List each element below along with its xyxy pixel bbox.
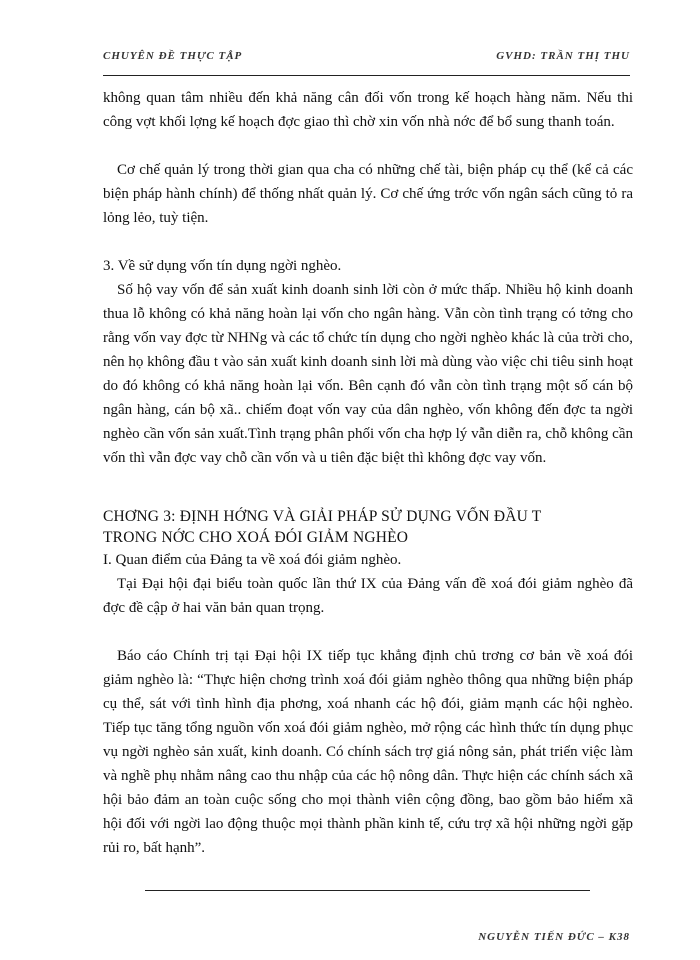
chapter-title-line-2: TRONG NỚC CHO XOÁ ĐÓI GIẢM NGHÈO (103, 529, 409, 546)
chapter-title-line-1: CHƠNG 3: ĐỊNH HỚNG VÀ GIẢI PHÁP SỬ DỤNG VỐN ĐẦU T (103, 508, 542, 525)
header-title: CHUYÊN ĐỀ THỰC TẬP (103, 50, 243, 62)
section-1-title: I. Quan điểm của Đảng ta về xoá đói giảm nghèo. (103, 552, 402, 568)
paragraph-management-mechanism: Cơ chế quản lý trong thời gian qua cha có những chế tài, biện pháp cụ thể (kể cả các biện pháp hành chính) để thống nhất quản lý. Cơ chế ứng trớc vốn ngân sách cũng tỏ ra lỏng lẻo, tuỳ tiện. (103, 162, 633, 226)
paragraph-credit-usage: Số hộ vay vốn để sản xuất kinh doanh sinh lời còn ở mức thấp. Nhiều hộ kinh doanh thua lỗ không có khả năng hoàn lại vốn cho ngân hàng. Vẫn còn tình trạng có tởng cho rằng vốn vay đợc từ NHNg và các tổ chức tín dụng cho ngời nghèo khác là của trời cho, nên họ không đầu t vào sản xuất kinh doanh sinh lời mà dùng vào việc chi tiêu sinh hoạt do đó không có khả năng hoàn lại vốn. Bên cạnh đó vẫn còn tình trạng một số cán bộ ngân hàng, cán bộ xã.. chiếm đoạt vốn vay của dân nghèo, vốn không đến đợc ta ngời nghèo cần vốn sản xuất.Tình trạng phân phối vốn cha hợp lý vẫn diễn ra, chỗ không cần vốn thì vẫn đợc vay chỗ cần vốn và u tiên đặc biệt thì không đợc vay vốn. (103, 282, 633, 466)
document-body (103, 86, 633, 860)
footer-divider (145, 890, 590, 891)
section-3-title: 3. Về sử dụng vốn tín dụng ngời nghèo. (103, 258, 342, 274)
header-instructor: GVHD: TRẦN THỊ THU (496, 50, 630, 62)
footer-author: NGUYỄN TIẾN ĐỨC – K38 (478, 931, 630, 943)
paragraph-congress: Tại Đại hội đại biểu toàn quốc lần thứ IX của Đảng vấn đề xoá đói giảm nghèo đã đợc đề cập ở hai văn bản quan trọng. (103, 576, 633, 616)
paragraph-political-report: Báo cáo Chính trị tại Đại hội IX tiếp tục khẳng định chủ trơng cơ bản về xoá đói giảm nghèo là: “Thực hiện chơng trình xoá đói giảm nghèo thông qua những biện pháp cụ thể, sát với tình hình địa phơng, xoá nhanh các hộ đói, giảm mạnh các hội nghèo. Tiếp tục tăng tổng nguồn vốn xoá đói giảm nghèo, mở rộng các hình thức tín dụng phục vụ ngời nghèo sản xuất, kinh doanh. Có chính sách trợ giá nông sản, phát triển việc làm và nghề phụ nhằm nâng cao thu nhập của các hộ nông dân. Thực hiện các chính sách xã hội bảo đảm an toàn cuộc sống cho mọi thành viên cộng đồng, bao gồm bảo hiểm xã hội đối với ngời lao động thuộc mọi thành phần kinh tế, cứu trợ xã hội những ngời gặp rủi ro, bất hạnh”. (103, 648, 633, 856)
paragraph-continuation: không quan tâm nhiều đến khả năng cân đối vốn trong kế hoạch hàng năm. Nếu thi công vợt khối lợng kế hoạch đợc giao thì chờ xin vốn nhà nớc để bổ sung thanh toán. (103, 90, 633, 130)
header-divider (103, 75, 630, 76)
